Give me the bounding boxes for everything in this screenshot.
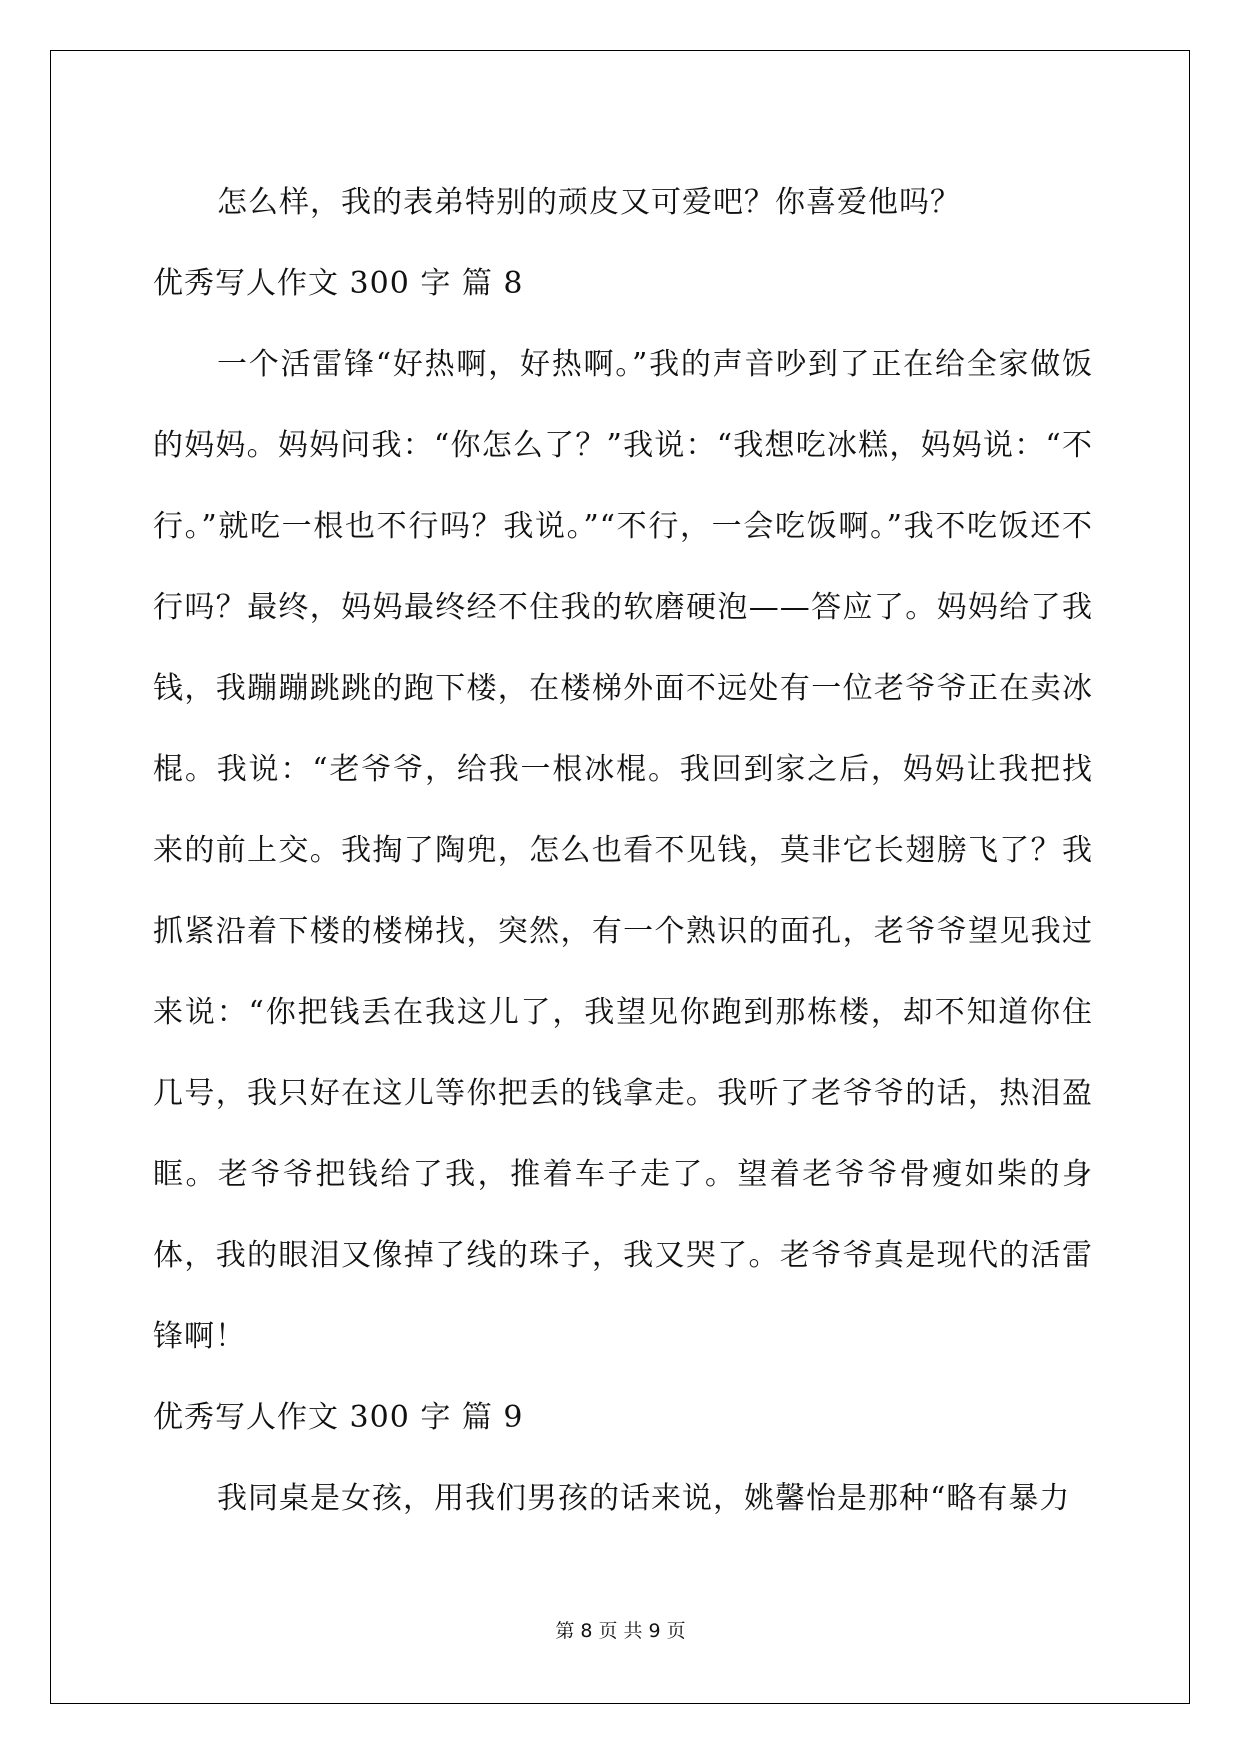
paragraph-essay-8: 一个活雷锋“好热啊，好热啊。”我的声音吵到了正在给全家做饭的妈妈。妈妈问我：“你怎么了？”我说：“我想吃冰糕，妈妈说：“不行。”就吃一根也不行吗？我说。”“不行，一会吃饭啊。”我不吃饭还不行吗？最终，妈妈最终经不住我的软磨硬泡——答应了。妈妈给了我钱，我蹦蹦跳跳的跑下楼，在楼梯外面不远处有一位老爷爷正在卖冰棍。我说：“老爷爷，给我一根冰棍。我回到家之后，妈妈让我把找来的前上交。我掏了陶兜，怎么也看不见钱，莫非它长翅膀飞了？我抓紧沿着下楼的楼梯找，突然，有一个熟识的面孔，老爷爷望见我过来说：“你把钱丢在我这儿了，我望见你跑到那栋楼，却不知道你住几号，我只好在这儿等你把丢的钱拿走。我听了老爷爷的话，热泪盈眶。老爷爷把钱给了我，推着车子走了。望着老爷爷骨瘦如柴的身体，我的眼泪又像掉了线的珠子，我又哭了。老爷爷真是现代的活雷锋啊！ <box>153 347 1093 1354</box>
paragraph-essay-9-start: 我同桌是女孩，用我们男孩的话来说，姚馨怡是那种“略有暴力 <box>217 1481 1071 1516</box>
page-number-footer: 第 8 页 共 9 页 <box>555 1620 686 1642</box>
document-body <box>153 162 1093 1539</box>
section-heading-8: 优秀写人作文 300 字 篇 8 <box>153 266 524 301</box>
paragraph-closing-previous: 怎么样，我的表弟特别的顽皮又可爱吧？你喜爱他吗？ <box>217 185 961 220</box>
section-heading-9: 优秀写人作文 300 字 篇 9 <box>153 1400 524 1435</box>
